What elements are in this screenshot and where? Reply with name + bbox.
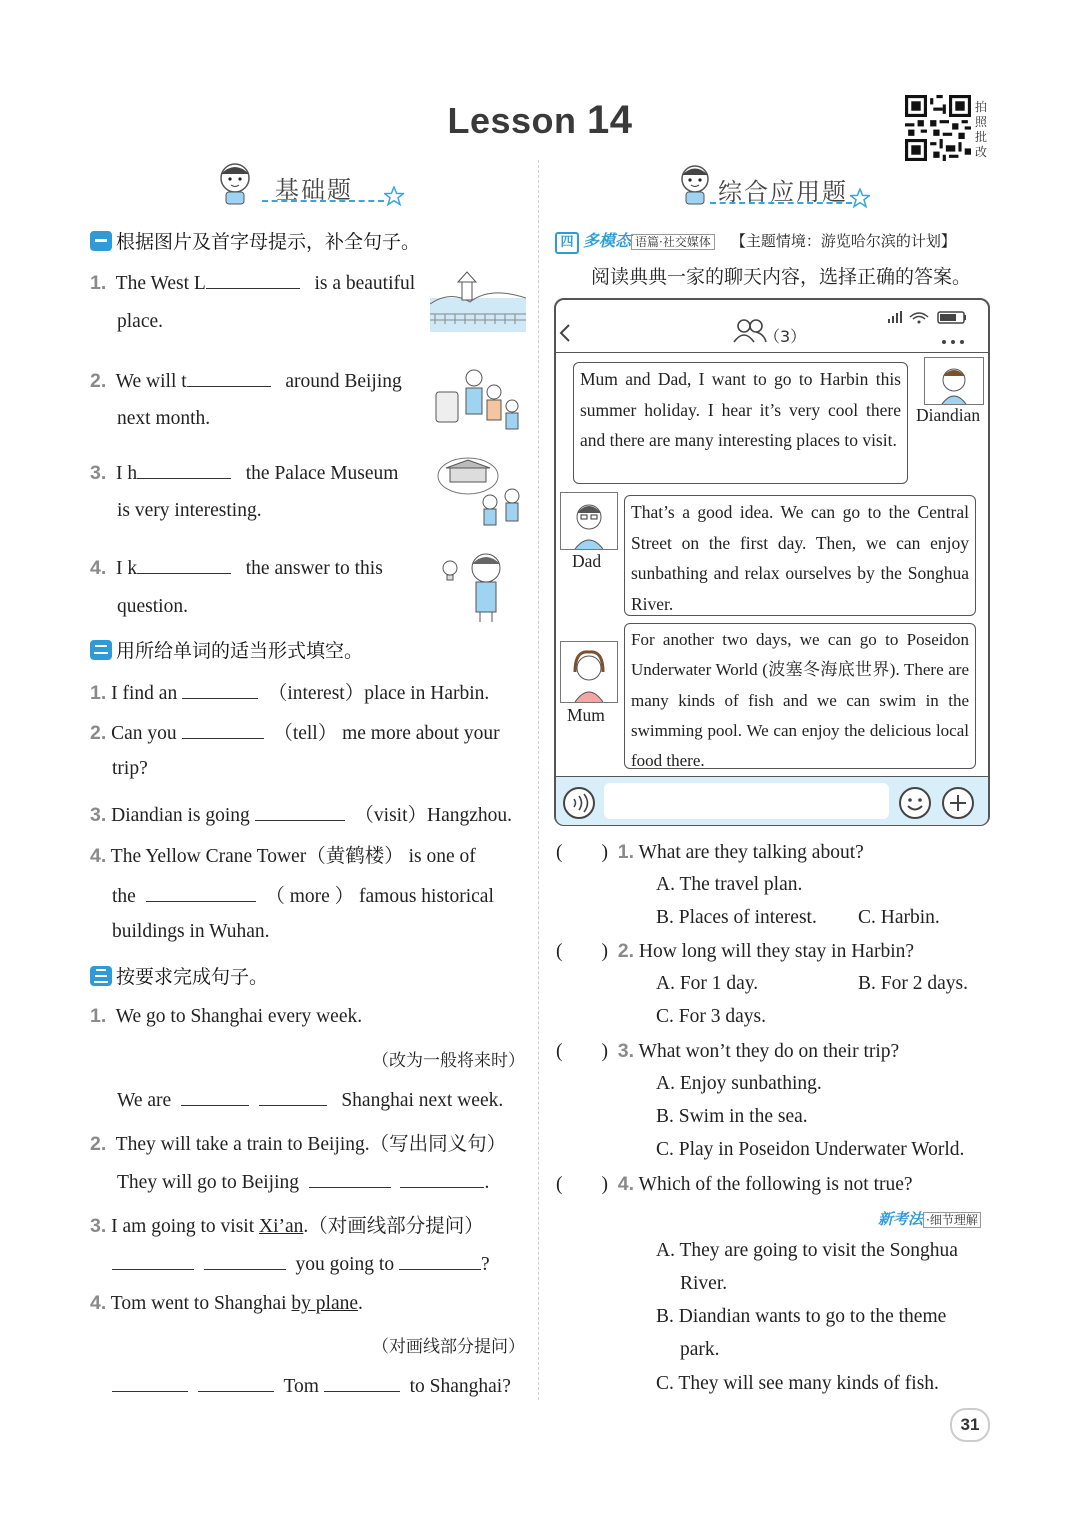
section-1-heading: 根据图片及首字母提示，补全句子。	[90, 227, 420, 254]
left-section-header: 基础题	[275, 176, 353, 204]
qr-code-icon[interactable]	[905, 95, 971, 161]
question-item: ( ) 4. Which of the following is not true?	[556, 1173, 913, 1195]
option[interactable]: C. For 3 days.	[656, 1006, 766, 1027]
exercise-item: 3. I am going to visit Xi’an.（对画线部分提问）	[90, 1215, 484, 1237]
exercise-item: 3. Diandian is going （visit）Hangzhou.	[90, 804, 513, 826]
question-item: ( ) 2. How long will they stay in Harbin?	[556, 940, 915, 962]
option[interactable]: B. Diandian wants to go to the theme	[656, 1306, 947, 1327]
exercise-item: 3. I h the Palace Museum	[90, 462, 399, 484]
qr-caption: 拍 照 批 改	[975, 100, 988, 159]
star-icon	[850, 188, 870, 208]
group-chat-icon	[732, 316, 768, 346]
answer-paren[interactable]: ( )	[556, 1041, 608, 1062]
emoji-icon[interactable]	[898, 786, 932, 820]
answer-blank[interactable]	[146, 883, 256, 902]
answer-blank[interactable]	[259, 1087, 327, 1106]
diandian-avatar	[924, 357, 984, 405]
section-badge-3	[90, 966, 112, 986]
exercise-item-cont: place.	[117, 311, 164, 332]
exercise-answer-line: Tom to Shanghai?	[112, 1373, 511, 1398]
answer-blank[interactable]	[206, 270, 300, 289]
answer-blank[interactable]	[112, 1251, 194, 1270]
chat-bubble-dad: That’s a good idea. We can go to the Central Street on the first day. Then, we can enjoy sunbathing and relax ourselves by the Songhua River.	[624, 495, 976, 616]
exercise-item: 4. The Yellow Crane Tower（黄鹤楼） is one of	[90, 845, 476, 867]
answer-blank[interactable]	[255, 802, 345, 821]
dad-avatar	[560, 492, 618, 550]
star-icon	[384, 186, 404, 206]
exercise-requirement: （对画线部分提问）	[372, 1337, 525, 1357]
exercise-item: 4. I k the answer to this	[90, 557, 383, 579]
exercise-answer-line: We are Shanghai next week.	[117, 1087, 503, 1112]
section-badge-2	[90, 640, 112, 660]
option-cont: River.	[680, 1273, 728, 1294]
cartoon-student-icon	[210, 160, 260, 206]
back-arrow-icon[interactable]	[557, 322, 573, 344]
answer-blank[interactable]	[400, 1169, 484, 1188]
exercise-item-cont: question.	[117, 596, 188, 617]
exercise-item: 4. Tom went to Shanghai by plane.	[90, 1292, 363, 1314]
section-4-heading: 四 多模态 语篇·社交媒体 【主题情境：游览哈尔滨的计划】	[555, 228, 956, 254]
exercise-item-cont: buildings in Wuhan.	[112, 921, 270, 942]
option[interactable]: A. For 1 day.	[656, 973, 759, 994]
answer-blank[interactable]	[181, 1087, 249, 1106]
add-icon[interactable]	[941, 786, 975, 820]
answer-paren[interactable]: ( )	[556, 842, 608, 863]
option[interactable]: B. For 2 days.	[858, 973, 968, 994]
exercise-item-cont: the （ more ） famous historical	[112, 880, 494, 908]
answer-paren[interactable]: ( )	[556, 1174, 608, 1195]
status-bar-icons	[886, 309, 976, 345]
answer-blank[interactable]	[112, 1373, 188, 1392]
exercise-requirement: （改为一般将来时）	[372, 1051, 525, 1071]
option[interactable]: B. Swim in the sea.	[656, 1106, 808, 1127]
lightbulb-idea-illustration	[436, 548, 524, 624]
option[interactable]: C. They will see many kinds of fish.	[656, 1373, 939, 1394]
palace-museum-thought-illustration	[434, 456, 526, 528]
answer-blank[interactable]	[324, 1373, 400, 1392]
answer-blank[interactable]	[182, 720, 264, 739]
header-underline	[710, 202, 852, 204]
exercise-item-cont: trip?	[112, 758, 148, 779]
cartoon-student-icon	[672, 162, 718, 206]
sender-name: Mum	[567, 705, 605, 725]
right-section-header: 综合应用题	[718, 178, 848, 206]
answer-blank[interactable]	[309, 1169, 391, 1188]
section-badge-4: 四	[555, 232, 579, 254]
answer-blank[interactable]	[198, 1373, 274, 1392]
header-underline	[262, 200, 384, 202]
mum-avatar	[560, 641, 618, 703]
section-2-heading: 用所给单词的适当形式填空。	[90, 636, 363, 663]
option[interactable]: B. Places of interest.	[656, 907, 817, 928]
option-cont: park.	[680, 1339, 720, 1360]
chat-header-divider	[556, 352, 988, 353]
option[interactable]: C. Harbin.	[858, 907, 940, 928]
exercise-item: 1. The West L is a beautiful	[90, 272, 416, 294]
message-input[interactable]	[604, 783, 889, 819]
answer-blank[interactable]	[204, 1251, 286, 1270]
exercise-answer-line: you going to ?	[112, 1251, 490, 1276]
group-member-count: （3）	[764, 327, 807, 346]
family-travel-illustration	[432, 362, 524, 434]
option[interactable]: A. They are going to visit the Songhua	[656, 1240, 958, 1261]
answer-blank[interactable]	[187, 368, 271, 387]
sender-name: Diandian	[916, 405, 981, 425]
exercise-item: 2. We will t around Beijing	[90, 370, 402, 392]
exercise-item-cont: is very interesting.	[117, 500, 262, 521]
exercise-item: 2. Can you （tell） me more about your	[90, 722, 500, 744]
answer-blank[interactable]	[137, 555, 231, 574]
exercise-item-cont: next month.	[117, 408, 211, 429]
exercise-item: 1. I find an （interest）place in Harbin.	[90, 682, 490, 704]
exercise-item: 1. We go to Shanghai every week.	[90, 1005, 363, 1027]
option[interactable]: C. Play in Poseidon Underwater World.	[656, 1139, 965, 1160]
answer-paren[interactable]: ( )	[556, 941, 608, 962]
page-title: Lesson 14	[447, 98, 633, 142]
option[interactable]: A. Enjoy sunbathing.	[656, 1073, 822, 1094]
question-tag: 新考法 ·细节理解	[878, 1208, 981, 1229]
section-3-heading: 按要求完成句子。	[90, 962, 268, 989]
page-number: 31	[950, 1408, 990, 1442]
exercise-answer-line: They will go to Beijing .	[117, 1169, 489, 1194]
answer-blank[interactable]	[182, 680, 258, 699]
chat-bubble-diandian: Mum and Dad, I want to go to Harbin this summer holiday. I hear it’s very cool there and there are many interesting places to visit.	[573, 362, 908, 484]
answer-blank[interactable]	[137, 460, 231, 479]
question-item: ( ) 1. What are they talking about?	[556, 841, 864, 863]
option[interactable]: A. The travel plan.	[656, 874, 803, 895]
west-lake-pagoda-illustration	[430, 268, 526, 332]
sender-name: Dad	[572, 551, 602, 571]
section-4-instruction: 阅读典典一家的聊天内容，选择正确的答案。	[591, 266, 972, 288]
answer-blank[interactable]	[399, 1251, 481, 1270]
voice-icon[interactable]	[562, 786, 596, 820]
chat-bubble-mum: For another two days, we can go to Poseidon Underwater World (波塞冬海底世界). There are many kinds of fish and we can swim in the swimming pool. We can enjoy the delicious local food there.	[624, 623, 976, 769]
column-divider	[538, 160, 539, 1400]
exercise-item: 2. They will take a train to Beijing.（写出同义句）	[90, 1133, 507, 1155]
question-item: ( ) 3. What won’t they do on their trip?	[556, 1040, 900, 1062]
section-badge-1	[90, 231, 112, 251]
